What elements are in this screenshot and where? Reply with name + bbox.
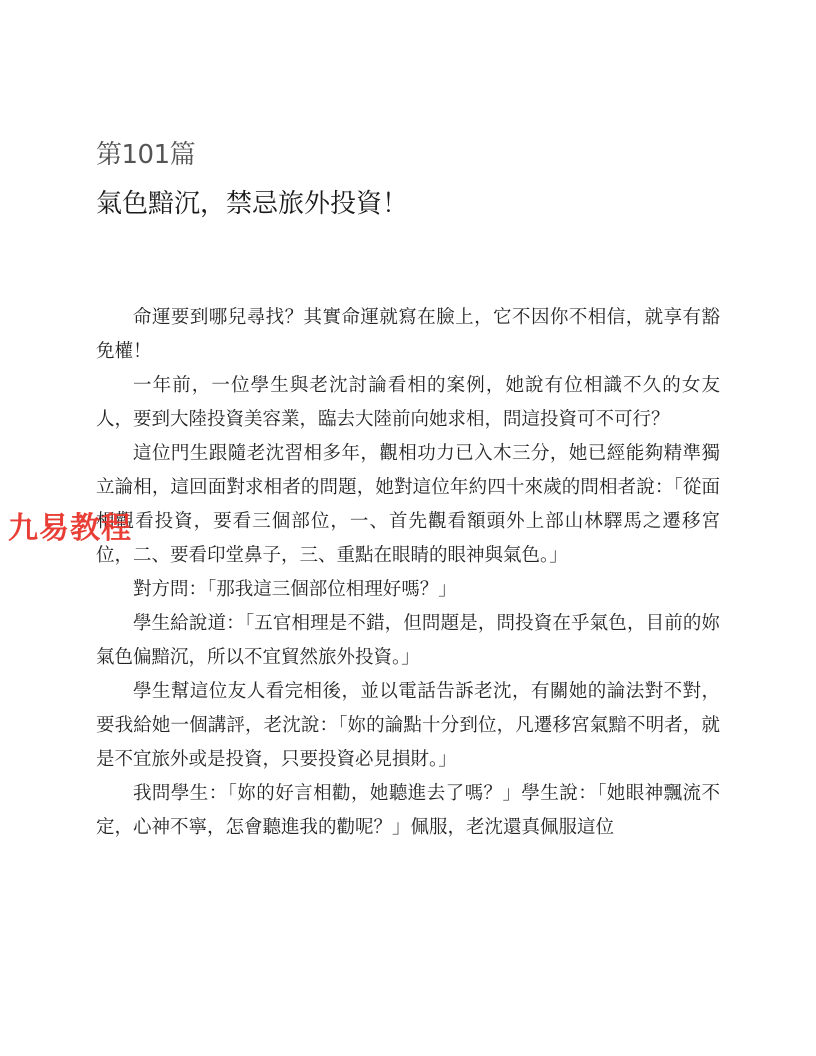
paragraph: 學生幫這位友人看完相後，並以電話告訴老沈，有關她的論法對不對，要我給她一個講評，老沈說：「妳的論點十分到位，凡遷移宮氣黯不明者，就是不宜旅外或是投資，只要投資必見損財。」 [96, 681, 720, 770]
paragraph: 命運要到哪兒尋找？其實命運就寫在臉上，它不因你不相信，就享有豁免權！ [96, 307, 720, 362]
paragraph: 對方問：「那我這三個部位相理好嗎？」 [133, 579, 457, 600]
chapter-number: 第101篇 [96, 140, 196, 170]
paragraph: 我問學生：「妳的好言相勸，她聽進去了嗎？」學生說：「她眼神飄流不定，心神不寧，怎會聽進我的勸呢？」佩服，老沈還真佩服這位 [96, 783, 720, 838]
paragraph: 這位門生跟隨老沈習相多年，觀相功力已入木三分，她已經能夠精準獨立論相，這回面對求相者的問題，她對這位年約四十來歲的問相者說：「從面相觀看投資，要看三個部位，一、首先觀看額頭外上部山林驛馬之遷移宮位，二、要看印堂鼻子，三、重點在眼睛的眼神與氣色。」 [96, 443, 720, 566]
paragraph: 學生給說道：「五官相理是不錯，但問題是，問投資在乎氣色，目前的妳氣色偏黯沉，所以不宜貿然旅外投資。」 [96, 613, 720, 668]
body-text [96, 301, 720, 845]
watermark-text: 九易教程 [8, 511, 132, 546]
paragraph: 一年前，一位學生與老沈討論看相的案例，她說有位相識不久的女友人，要到大陸投資美容業，臨去大陸前向她求相，問這投資可不可行？ [96, 375, 720, 430]
chapter-title: 氣色黯沉，禁忌旅外投資！ [96, 189, 409, 219]
